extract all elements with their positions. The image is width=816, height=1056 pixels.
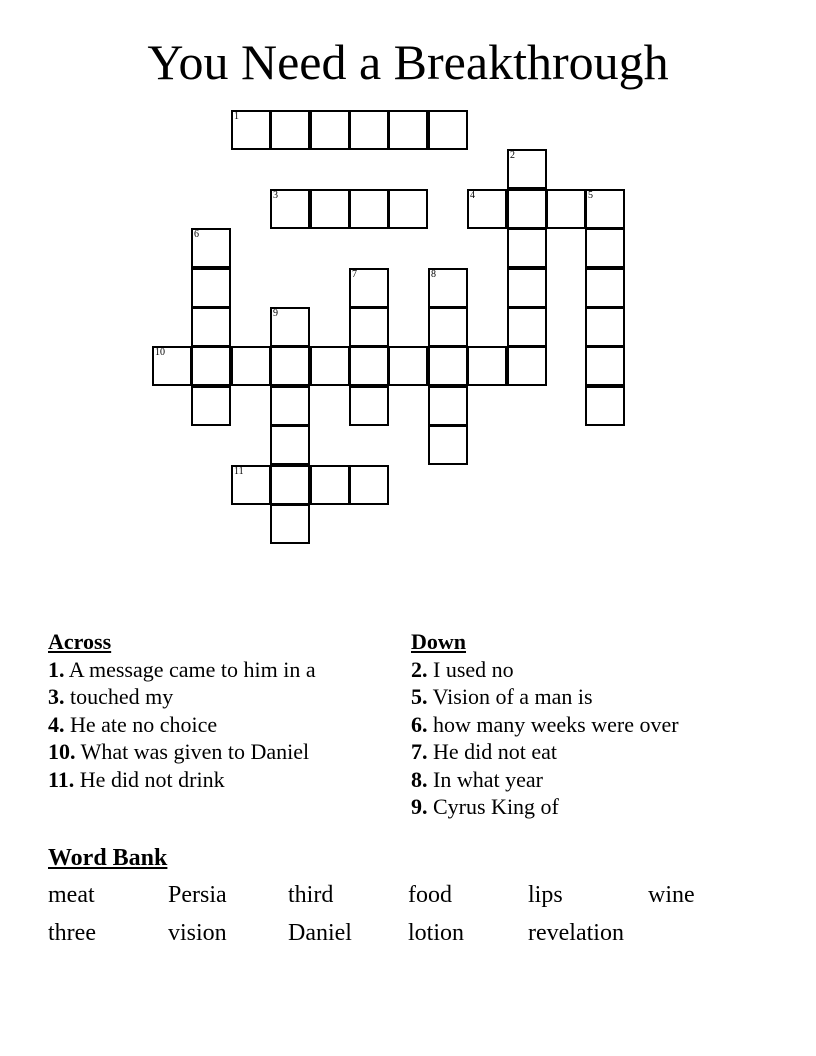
grid-cell[interactable] <box>546 189 586 229</box>
grid-cell[interactable] <box>388 110 428 150</box>
grid-cell[interactable] <box>270 346 310 386</box>
clue-num: 11. <box>48 766 75 792</box>
clue-number: 2 <box>510 150 515 161</box>
grid-cell[interactable] <box>388 189 428 229</box>
down-clues <box>411 628 679 821</box>
grid-cell[interactable] <box>231 465 271 505</box>
grid-cell[interactable] <box>349 346 389 386</box>
clue-text: In what year <box>433 766 543 792</box>
grid-cell[interactable] <box>428 346 468 386</box>
clue-item <box>48 711 316 739</box>
word-bank-word: lotion <box>408 920 465 946</box>
grid-cell[interactable] <box>467 346 507 386</box>
grid-cell[interactable] <box>270 386 310 426</box>
clue-text: What was given to Daniel <box>80 739 310 764</box>
down-heading: Down <box>411 629 467 654</box>
clue-num: 9. <box>411 794 428 819</box>
grid-cell[interactable] <box>428 110 468 150</box>
word-bank-word: Persia <box>168 882 227 908</box>
clue-item <box>411 738 679 766</box>
word-bank-word: wine <box>648 882 695 908</box>
grid-cell[interactable] <box>585 307 625 347</box>
clue-num: 2. <box>411 656 428 682</box>
clue-num: 7. <box>411 739 428 764</box>
clue-num: 10. <box>48 739 76 764</box>
across-heading: Across <box>48 629 112 654</box>
word-bank-row <box>48 920 768 958</box>
clue-item <box>411 793 679 821</box>
word-bank-word: third <box>288 882 334 908</box>
clue-text: Cyrus King of <box>433 794 559 819</box>
grid-cell[interactable] <box>585 189 625 229</box>
clue-num: 1. <box>48 656 65 682</box>
grid-cell[interactable] <box>507 268 547 308</box>
clue-number: 5 <box>588 190 593 201</box>
word-bank-word: three <box>48 920 96 946</box>
grid-cell[interactable] <box>507 307 547 347</box>
grid-cell[interactable] <box>349 307 389 347</box>
clue-number: 10 <box>155 347 165 358</box>
grid-cell[interactable] <box>507 189 547 229</box>
clue-text: touched my <box>70 684 174 709</box>
clue-item <box>411 766 679 794</box>
clue-text: A message came to him in a <box>68 656 316 682</box>
clue-text: He did not eat <box>433 739 558 764</box>
clue-num: 3. <box>48 684 65 709</box>
clue-text: Vision of a man is <box>432 684 593 709</box>
grid-cell[interactable] <box>270 465 310 505</box>
clue-number: 7 <box>352 269 357 280</box>
grid-cell[interactable] <box>585 386 625 426</box>
grid-cell[interactable] <box>428 425 468 465</box>
word-bank-word: revelation <box>528 920 624 946</box>
grid-cell[interactable] <box>310 110 350 150</box>
grid-cell[interactable] <box>191 386 231 426</box>
word-bank-word: Daniel <box>288 920 352 946</box>
grid-cell[interactable] <box>388 346 428 386</box>
grid-cell[interactable] <box>191 268 231 308</box>
clue-text: I used no <box>433 656 514 682</box>
word-bank-word: meat <box>48 882 95 908</box>
clue-text: He did not drink <box>79 766 225 792</box>
grid-cell[interactable] <box>467 189 507 229</box>
grid-cell[interactable] <box>310 346 350 386</box>
clue-item <box>411 711 679 739</box>
grid-cell[interactable] <box>585 268 625 308</box>
grid-cell[interactable] <box>349 189 389 229</box>
grid-cell[interactable] <box>507 346 547 386</box>
clue-number: 11 <box>234 466 244 477</box>
word-bank-word: lips <box>528 882 563 908</box>
clue-number: 6 <box>194 229 199 240</box>
grid-cell[interactable] <box>270 425 310 465</box>
grid-cell[interactable] <box>585 346 625 386</box>
page-title: You Need a Breakthrough <box>147 34 669 90</box>
grid-cell[interactable] <box>310 189 350 229</box>
clue-num: 6. <box>411 711 428 737</box>
grid-cell[interactable] <box>191 346 231 386</box>
clue-item <box>48 738 316 766</box>
grid-cell[interactable] <box>507 149 547 189</box>
clue-text: how many weeks were over <box>433 711 679 737</box>
grid-cell[interactable] <box>310 465 350 505</box>
grid-cell[interactable] <box>270 189 310 229</box>
clue-number: 4 <box>470 190 475 201</box>
grid-cell[interactable] <box>428 268 468 308</box>
word-bank-heading: Word Bank <box>48 845 168 871</box>
word-bank-word: vision <box>168 920 227 946</box>
grid-cell[interactable] <box>270 307 310 347</box>
across-clues <box>48 628 316 793</box>
clue-number: 3 <box>273 190 278 201</box>
clue-num: 5. <box>411 684 428 709</box>
clue-item <box>411 683 679 711</box>
grid-cell[interactable] <box>231 110 271 150</box>
clue-text: He ate no choice <box>70 711 218 737</box>
word-bank <box>48 882 768 958</box>
clue-number: 9 <box>273 308 278 319</box>
grid-cell[interactable] <box>270 110 310 150</box>
clue-item <box>48 656 316 684</box>
grid-cell[interactable] <box>349 386 389 426</box>
grid-cell[interactable] <box>428 386 468 426</box>
grid-cell[interactable] <box>585 228 625 268</box>
grid-cell[interactable] <box>191 228 231 268</box>
clue-num: 4. <box>48 711 65 737</box>
clue-item <box>411 656 679 684</box>
grid-cell[interactable] <box>428 307 468 347</box>
grid-cell[interactable] <box>349 465 389 505</box>
grid-cell[interactable] <box>270 504 310 544</box>
clue-item <box>48 766 316 794</box>
clue-number: 8 <box>431 269 436 280</box>
clue-number: 1 <box>234 111 239 122</box>
word-bank-row <box>48 882 768 920</box>
grid-cell[interactable] <box>507 228 547 268</box>
word-bank-word: food <box>408 882 452 908</box>
grid-cell[interactable] <box>349 268 389 308</box>
clue-item <box>48 683 316 711</box>
grid-cell[interactable] <box>191 307 231 347</box>
grid-cell[interactable] <box>349 110 389 150</box>
clue-num: 8. <box>411 766 428 792</box>
grid-cell[interactable] <box>231 346 271 386</box>
grid-cell[interactable] <box>152 346 192 386</box>
